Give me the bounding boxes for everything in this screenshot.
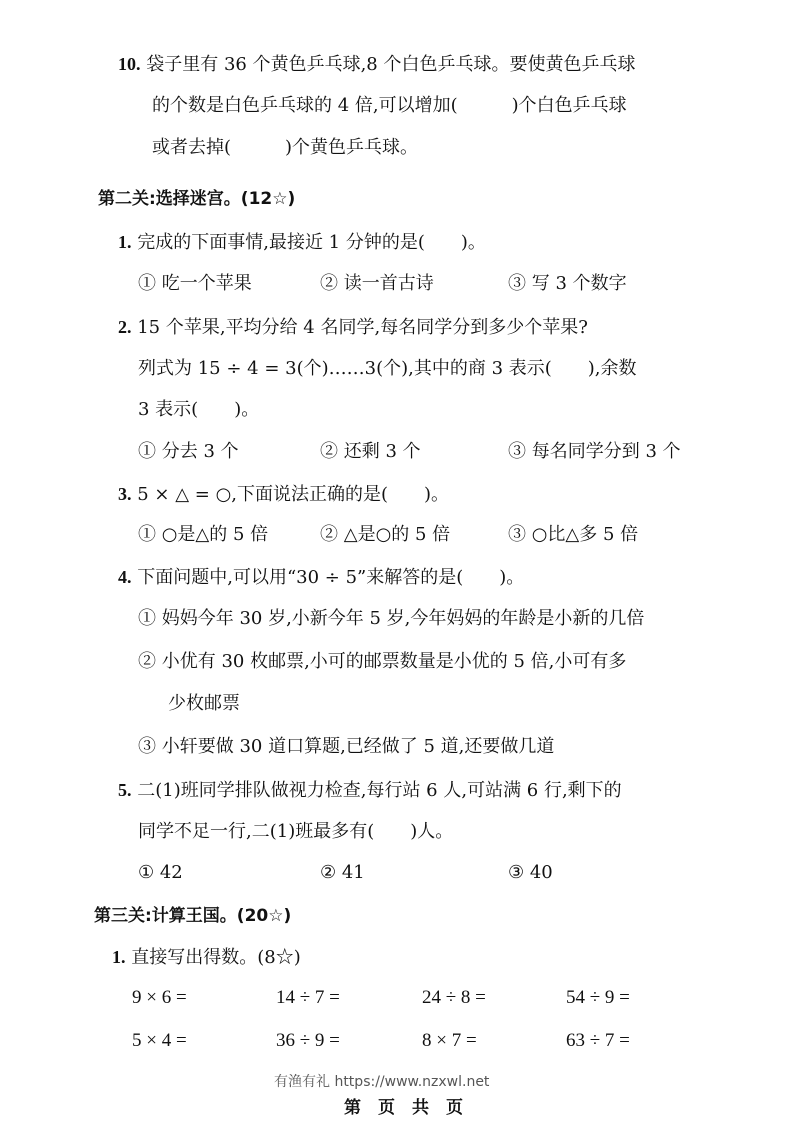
s2-q4-option-3: ③ 小轩要做 30 道口算题,已经做了 5 道,还要做几道	[138, 736, 555, 757]
q10-number: 10.	[118, 54, 141, 74]
calc-r1-c3: 24 ÷ 8 =	[422, 987, 486, 1008]
s2-q2-number: 2.	[118, 317, 132, 337]
calc-r2-c1: 5 × 4 =	[132, 1030, 187, 1051]
s3-q1	[112, 945, 301, 970]
s2-q1-text: 完成的下面事情,最接近 1 分钟的是( )。	[137, 232, 486, 253]
s2-q3	[118, 482, 449, 507]
s2-q5-text: 二(1)班同学排队做视力检查,每行站 6 人,可站满 6 行,剩下的	[137, 780, 622, 801]
s2-q5-line2: 同学不足一行,二(1)班最多有( )人。	[138, 821, 454, 842]
s2-q2-option-1: ① 分去 3 个	[138, 441, 239, 462]
s2-q5-option-2: ② 41	[320, 862, 365, 883]
q10-line3: 或者去掉( )个黄色乒乓球。	[152, 137, 419, 158]
s2-q4-option-2-cont: 少枚邮票	[168, 693, 240, 714]
s2-q3-option-1: ① ○是△的 5 倍	[138, 524, 269, 545]
s2-q2	[118, 315, 588, 340]
s2-q2-text: 15 个苹果,平均分给 4 名同学,每名同学分到多少个苹果?	[137, 317, 588, 338]
calc-r2-c3: 8 × 7 =	[422, 1030, 477, 1051]
s2-q4-option-1: ① 妈妈今年 30 岁,小新今年 5 岁,今年妈妈的年龄是小新的几倍	[138, 608, 645, 629]
q10-line2: 的个数是白色乒乓球的 4 倍,可以增加( )个白色乒乓球	[152, 95, 627, 116]
s2-q1-option-3: ③ 写 3 个数字	[508, 273, 627, 294]
s2-q5-option-3: ③ 40	[508, 862, 553, 883]
calc-r1-c1: 9 × 6 =	[132, 987, 187, 1008]
calc-r1-c2: 14 ÷ 7 =	[276, 987, 340, 1008]
section3-title: 第三关:计算王国。(20☆)	[94, 906, 292, 926]
s2-q1-option-2: ② 读一首古诗	[320, 273, 434, 294]
s2-q2-option-2: ② 还剩 3 个	[320, 441, 421, 462]
s2-q3-option-2: ② △是○的 5 倍	[320, 524, 451, 545]
s2-q4-text: 下面问题中,可以用“30 ÷ 5”来解答的是( )。	[137, 567, 525, 588]
page-number: 第 页 共 页	[344, 1098, 463, 1118]
s2-q2-line3: 3 表示( )。	[138, 399, 260, 420]
section2-title: 第二关:选择迷宫。(12☆)	[98, 189, 296, 209]
s3-q1-number: 1.	[112, 947, 126, 967]
s3-q1-text: 直接写出得数。(8☆)	[131, 947, 301, 968]
s2-q1	[118, 230, 486, 255]
s2-q5-number: 5.	[118, 780, 132, 800]
s2-q1-option-1: ① 吃一个苹果	[138, 273, 252, 294]
calc-r1-c4: 54 ÷ 9 =	[566, 987, 630, 1008]
s2-q4	[118, 565, 524, 590]
s2-q5-option-1: ① 42	[138, 862, 183, 883]
q10-line1	[118, 52, 635, 77]
s2-q4-number: 4.	[118, 567, 132, 587]
s2-q2-option-3: ③ 每名同学分到 3 个	[508, 441, 681, 462]
calc-r2-c2: 36 ÷ 9 =	[276, 1030, 340, 1051]
watermark-text: 有渔有礼 https://www.nzxwl.net	[274, 1074, 490, 1090]
s2-q3-number: 3.	[118, 484, 132, 504]
q10-text-1: 袋子里有 36 个黄色乒乓球,8 个白色乒乓球。要使黄色乒乓球	[146, 54, 636, 75]
s2-q3-option-3: ③ ○比△多 5 倍	[508, 524, 639, 545]
s2-q1-number: 1.	[118, 232, 132, 252]
s2-q4-option-2: ② 小优有 30 枚邮票,小可的邮票数量是小优的 5 倍,小可有多	[138, 651, 627, 672]
s2-q3-text: 5 × △ = ○,下面说法正确的是( )。	[137, 484, 450, 505]
calc-r2-c4: 63 ÷ 7 =	[566, 1030, 630, 1051]
s2-q5	[118, 778, 622, 803]
s2-q2-line2: 列式为 15 ÷ 4 = 3(个)……3(个),其中的商 3 表示( ),余数	[138, 358, 637, 379]
